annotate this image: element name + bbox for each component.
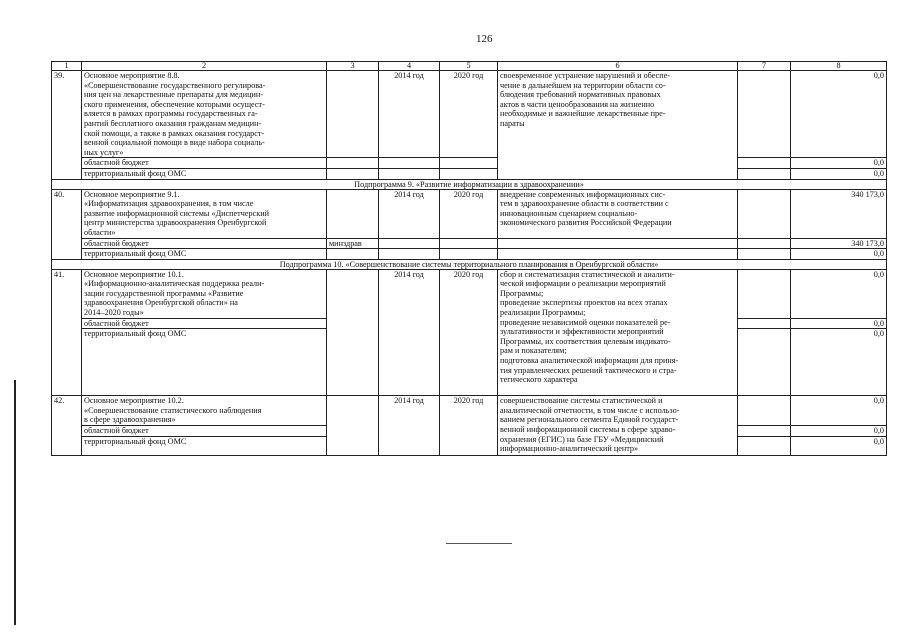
funding-value: 0,0 bbox=[791, 168, 887, 179]
funding-source: территориальный фонд ОМС bbox=[82, 436, 327, 455]
year-end: 2020 год bbox=[440, 269, 498, 396]
empty-cell bbox=[738, 329, 791, 396]
executor-cell bbox=[327, 396, 379, 455]
empty-cell bbox=[738, 158, 791, 169]
column-header: 7 bbox=[738, 62, 791, 71]
row-number: 40. bbox=[52, 189, 82, 259]
funding-value: 0,0 bbox=[791, 436, 887, 455]
table-row bbox=[52, 71, 887, 158]
funding-value: 0,0 bbox=[791, 158, 887, 169]
activity-title: Основное мероприятие 8.8. «Совершенствование государственного регулирова- ния цен на лекарственные препараты для медицин- ского применения, обеспечение которыми осущест- вляется в рамках программы государственных га- рантий бесплатного оказания гражданам медицин- ской помощи, а также в рамках оказания государст- венной социальной помощи в виде набора социаль- ных услуг» bbox=[82, 71, 327, 158]
year-start: 2014 год bbox=[379, 189, 440, 238]
funding-source: территориальный фонд ОМС bbox=[82, 168, 327, 179]
subprogram-title: Подпрограмма 9. «Развитие информатизации в здравоохранении» bbox=[52, 179, 887, 189]
subprogram-title: Подпрограмма 10. «Совершенствование системы территориального планирования в Оренбургской области» bbox=[52, 259, 887, 269]
empty-cell bbox=[738, 71, 791, 158]
table-row bbox=[52, 238, 887, 249]
executor-cell bbox=[327, 168, 379, 179]
empty-cell bbox=[738, 396, 791, 426]
funding-value: 0,0 bbox=[791, 249, 887, 260]
empty-cell bbox=[379, 238, 440, 249]
binding-edge-line bbox=[14, 380, 16, 625]
table-row bbox=[52, 189, 887, 238]
funding-source: областной бюджет bbox=[82, 238, 327, 249]
funding-source: областной бюджет bbox=[82, 426, 327, 437]
funding-total: 340 173,0 bbox=[791, 189, 887, 238]
program-table bbox=[51, 61, 887, 456]
expected-result: внедрение современных информационных сис- тем в здравоохранение области в соответствии с инновационным сценарием социально- экономического развития Российской Федерации bbox=[498, 189, 738, 238]
empty-cell bbox=[440, 238, 498, 249]
table-row bbox=[52, 249, 887, 260]
empty-cell bbox=[738, 249, 791, 260]
funding-value: 0,0 bbox=[791, 318, 887, 329]
column-header: 5 bbox=[440, 62, 498, 71]
empty-cell bbox=[738, 318, 791, 329]
column-header: 4 bbox=[379, 62, 440, 71]
table-row bbox=[52, 396, 887, 426]
empty-cell bbox=[738, 269, 791, 318]
year-end: 2020 год bbox=[440, 189, 498, 238]
subprogram-row bbox=[52, 179, 887, 189]
empty-cell bbox=[440, 249, 498, 260]
activity-title: Основное мероприятие 10.1. «Информационно-аналитическая поддержка реали- зации государственной программы «Развитие здравоохранения Оренбургской области» на 2014–2020 годы» bbox=[82, 269, 327, 318]
executor-cell: минздрав bbox=[327, 238, 379, 249]
subprogram-row bbox=[52, 259, 887, 269]
funding-value: 0,0 bbox=[791, 329, 887, 396]
footer-divider bbox=[446, 543, 512, 544]
empty-cell bbox=[498, 249, 738, 260]
funding-value: 0,0 bbox=[791, 426, 887, 437]
funding-total: 0,0 bbox=[791, 71, 887, 158]
funding-total: 0,0 bbox=[791, 396, 887, 426]
empty-cell bbox=[498, 238, 738, 249]
funding-source: территориальный фонд ОМС bbox=[82, 249, 327, 260]
empty-cell bbox=[440, 158, 498, 169]
empty-cell bbox=[738, 189, 791, 238]
activity-title: Основное мероприятие 10.2. «Совершенствование статистического наблюдения в сфере здравоохранения» bbox=[82, 396, 327, 426]
funding-source: территориальный фонд ОМС bbox=[82, 329, 327, 396]
empty-cell bbox=[738, 168, 791, 179]
empty-cell bbox=[379, 249, 440, 260]
empty-cell bbox=[379, 158, 440, 169]
column-header: 8 bbox=[791, 62, 887, 71]
funding-total: 0,0 bbox=[791, 269, 887, 318]
column-header: 1 bbox=[52, 62, 82, 71]
year-start: 2014 год bbox=[379, 269, 440, 396]
expected-result: своевременное устранение нарушений и обеспе- чение в дальнейшем на территории области со- блюдения требований нормативных правовых актов в части ценообразования на жизненно необходимые и важнейшие лекарственные пре- параты bbox=[498, 71, 738, 180]
empty-cell bbox=[379, 168, 440, 179]
executor-cell bbox=[327, 269, 379, 396]
year-start: 2014 год bbox=[379, 396, 440, 455]
executor-cell bbox=[327, 158, 379, 169]
executor-cell bbox=[327, 71, 379, 158]
row-number: 41. bbox=[52, 269, 82, 396]
funding-source: областной бюджет bbox=[82, 158, 327, 169]
table-row bbox=[52, 158, 887, 169]
expected-result: совершенствование системы статистической и аналитической отчетности, в том числе с использо- ванием регионального сегмента Единой государст- венной информационной системы в сфере здраво- охранения (ЕГИС) на базе ГБУ «Медицинский информационно-аналитический центр» bbox=[498, 396, 738, 455]
page-number: 126 bbox=[476, 33, 493, 45]
empty-cell bbox=[738, 436, 791, 455]
executor-cell bbox=[327, 189, 379, 238]
funding-value: 340 173,0 bbox=[791, 238, 887, 249]
table-row bbox=[52, 168, 887, 179]
expected-result: сбор и систематизация статистической и аналити- ческой информации о реализации мероприятий Программы; проведение экспертизы проектов на всех этапах реализации Программы; проведение независимой оценки показателей ре- зультативности и эффективности мероприятий Программы, их соответствия целевым индикато- рам и показателям; подготовка аналитической информации для приня- тия управленческих решений тактического и стра- тегического характера bbox=[498, 269, 738, 396]
column-header: 2 bbox=[82, 62, 327, 71]
table-row bbox=[52, 269, 887, 318]
row-number: 42. bbox=[52, 396, 82, 455]
column-header: 3 bbox=[327, 62, 379, 71]
year-end: 2020 год bbox=[440, 396, 498, 455]
column-number-row bbox=[52, 62, 887, 71]
empty-cell bbox=[738, 426, 791, 437]
funding-source: областной бюджет bbox=[82, 318, 327, 329]
empty-cell bbox=[440, 168, 498, 179]
empty-cell bbox=[738, 238, 791, 249]
row-number: 39. bbox=[52, 71, 82, 180]
activity-title: Основное мероприятие 9.1. «Информатизация здравоохранения, в том числе развитие информационной системы «Диспетчерский центр министерства здравоохранения Оренбургской области» bbox=[82, 189, 327, 238]
year-end: 2020 год bbox=[440, 71, 498, 158]
year-start: 2014 год bbox=[379, 71, 440, 158]
empty-cell bbox=[327, 249, 379, 260]
column-header: 6 bbox=[498, 62, 738, 71]
